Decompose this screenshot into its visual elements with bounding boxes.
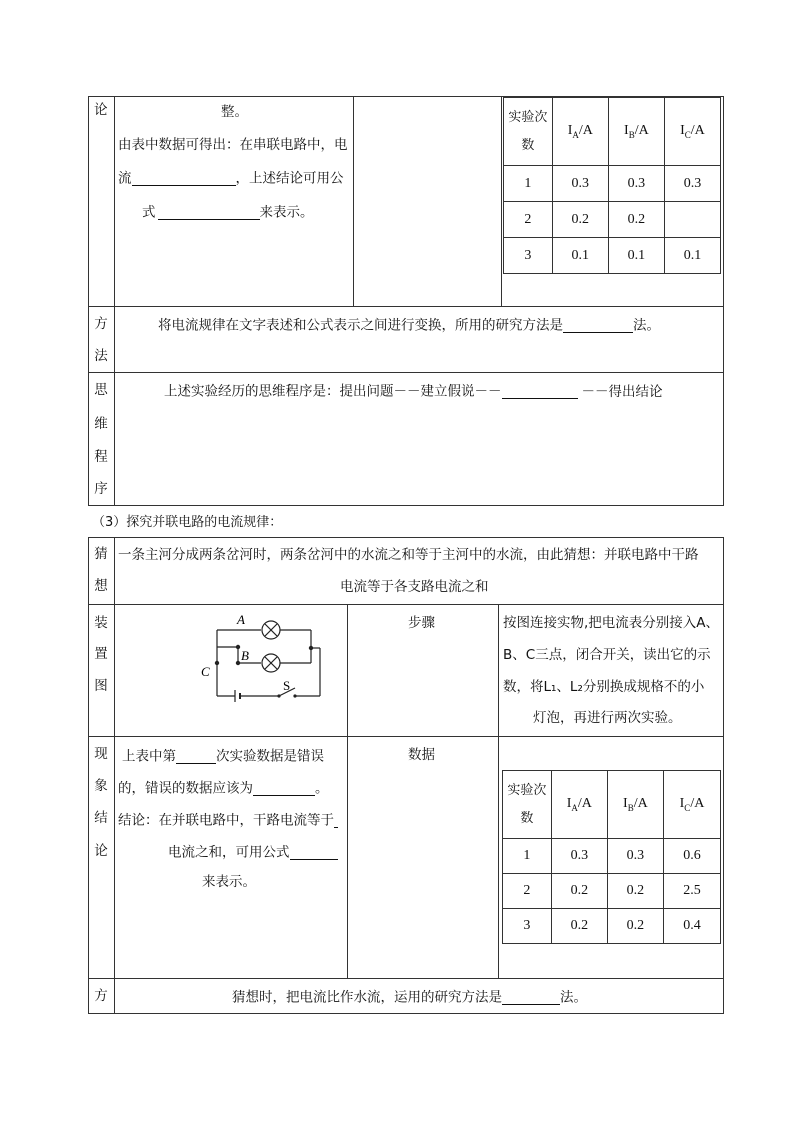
phen-line-5: 来表示。	[202, 874, 256, 890]
conclusion-line-2: 流 ，上述结论可用公	[118, 170, 344, 187]
phen-label-4: 论	[94, 843, 108, 859]
device-label-2: 置	[94, 646, 108, 662]
node-c	[215, 661, 219, 665]
blank-thinking[interactable]	[502, 384, 578, 399]
phen-line-3: 结论：在并联电路中，干路电流等于	[118, 813, 338, 828]
node-b	[236, 661, 240, 665]
parallel-method-text: 猜想时，把电流比作水流，运用的研究方法是 法。	[232, 989, 587, 1006]
blank-conclusion[interactable]	[132, 171, 236, 186]
blank-analogy-method[interactable]	[502, 990, 560, 1005]
blank-trial-number[interactable]	[176, 749, 216, 764]
guess-label-1: 猜	[94, 546, 108, 562]
table-row: 2 0.2 0.2 2.5	[503, 874, 721, 909]
phen-label-2: 象	[94, 778, 108, 794]
thinking-label-2: 维	[94, 416, 108, 432]
table-row: 3 0.1 0.1 0.1	[504, 238, 721, 274]
steps-line-1: 按图连接实物,把电流表分别接入A、	[503, 615, 720, 631]
data-label: 数据	[408, 747, 435, 763]
steps-line-3: 数，将L₁、L₂分别换成规格不的小	[503, 679, 705, 695]
guess-line-2: 电流等于各支路电流之和	[340, 579, 489, 595]
thinking-label-1: 思	[94, 382, 108, 398]
header-ia: $I_A/A$	[552, 98, 608, 166]
phen-line-1: 上表中第 次实验数据是错误	[122, 748, 324, 765]
label-s: S	[283, 678, 291, 693]
conclusion-line-1: 由表中数据可得出：在串联电路中，电	[118, 137, 348, 153]
blank-method[interactable]	[563, 318, 633, 333]
device-label-1: 装	[94, 615, 108, 631]
steps-line-2: B、C三点，闭合开关，读出它的示	[503, 647, 711, 663]
header-ia: $I_A/A$	[551, 771, 607, 839]
steps-label: 步骤	[408, 615, 435, 631]
table-row: 1 0.3 0.3 0.6	[503, 839, 721, 874]
method-label-1: 方	[94, 316, 108, 332]
blank-correct-value[interactable]	[253, 781, 315, 796]
label-lun: 论	[94, 102, 108, 118]
thinking-label-4: 序	[94, 481, 108, 497]
thinking-label-3: 程	[94, 449, 108, 465]
phen-label-3: 结	[94, 810, 108, 826]
phen-line-2: 的，错误的数据应该为 。	[118, 780, 329, 797]
thinking-text: 上述实验经历的思维程序是：提出问题－－建立假说－－ －－得出结论	[164, 383, 663, 400]
blank-parallel-formula[interactable]	[290, 845, 338, 860]
table-row: 1 0.3 0.3 0.3	[504, 166, 721, 202]
method-label-2: 法	[94, 348, 108, 364]
method-text: 将电流规律在文字表述和公式表示之间进行变换，所用的研究方法是 法。	[158, 317, 660, 334]
header-ic: $I_C/A$	[664, 98, 720, 166]
text-zheng: 整。	[221, 104, 248, 120]
label-b: B	[241, 648, 249, 663]
node-a	[236, 645, 240, 649]
header-trial: 实验次数	[507, 782, 547, 826]
parallel-method-label: 方	[94, 988, 108, 1004]
parallel-circuit-diagram	[195, 610, 330, 705]
header-ib: $I_B/A$	[608, 98, 664, 166]
section-3-title: （3）探究并联电路的电流规律：	[92, 515, 283, 530]
series-data-table	[503, 97, 721, 274]
header-ic: $I_C/A$	[663, 771, 720, 839]
header-trial: 实验次数	[508, 109, 548, 153]
label-c: C	[201, 664, 210, 679]
table-row: 3 0.2 0.2 0.4	[503, 909, 721, 944]
phen-line-4: 电流之和，可用公式	[168, 845, 338, 860]
header-ib: $I_B/A$	[607, 771, 663, 839]
parallel-data-table	[502, 770, 721, 944]
guess-line-1: 一条主河分成两条岔河时，两条岔河中的水流之和等于主河中的水流，由此猜想：并联电路中干路	[118, 547, 699, 563]
blank-formula[interactable]	[158, 205, 260, 220]
empty-cell[interactable]	[664, 202, 720, 238]
guess-label-2: 想	[94, 578, 108, 594]
steps-line-4: 灯泡，再进行两次实验。	[533, 710, 682, 726]
label-a: A	[237, 612, 245, 627]
conclusion-line-3: 式 来表示。	[142, 204, 314, 221]
device-label-3: 图	[94, 678, 108, 694]
phen-label-1: 现	[94, 746, 108, 762]
table-row: 2 0.2 0.2	[504, 202, 721, 238]
